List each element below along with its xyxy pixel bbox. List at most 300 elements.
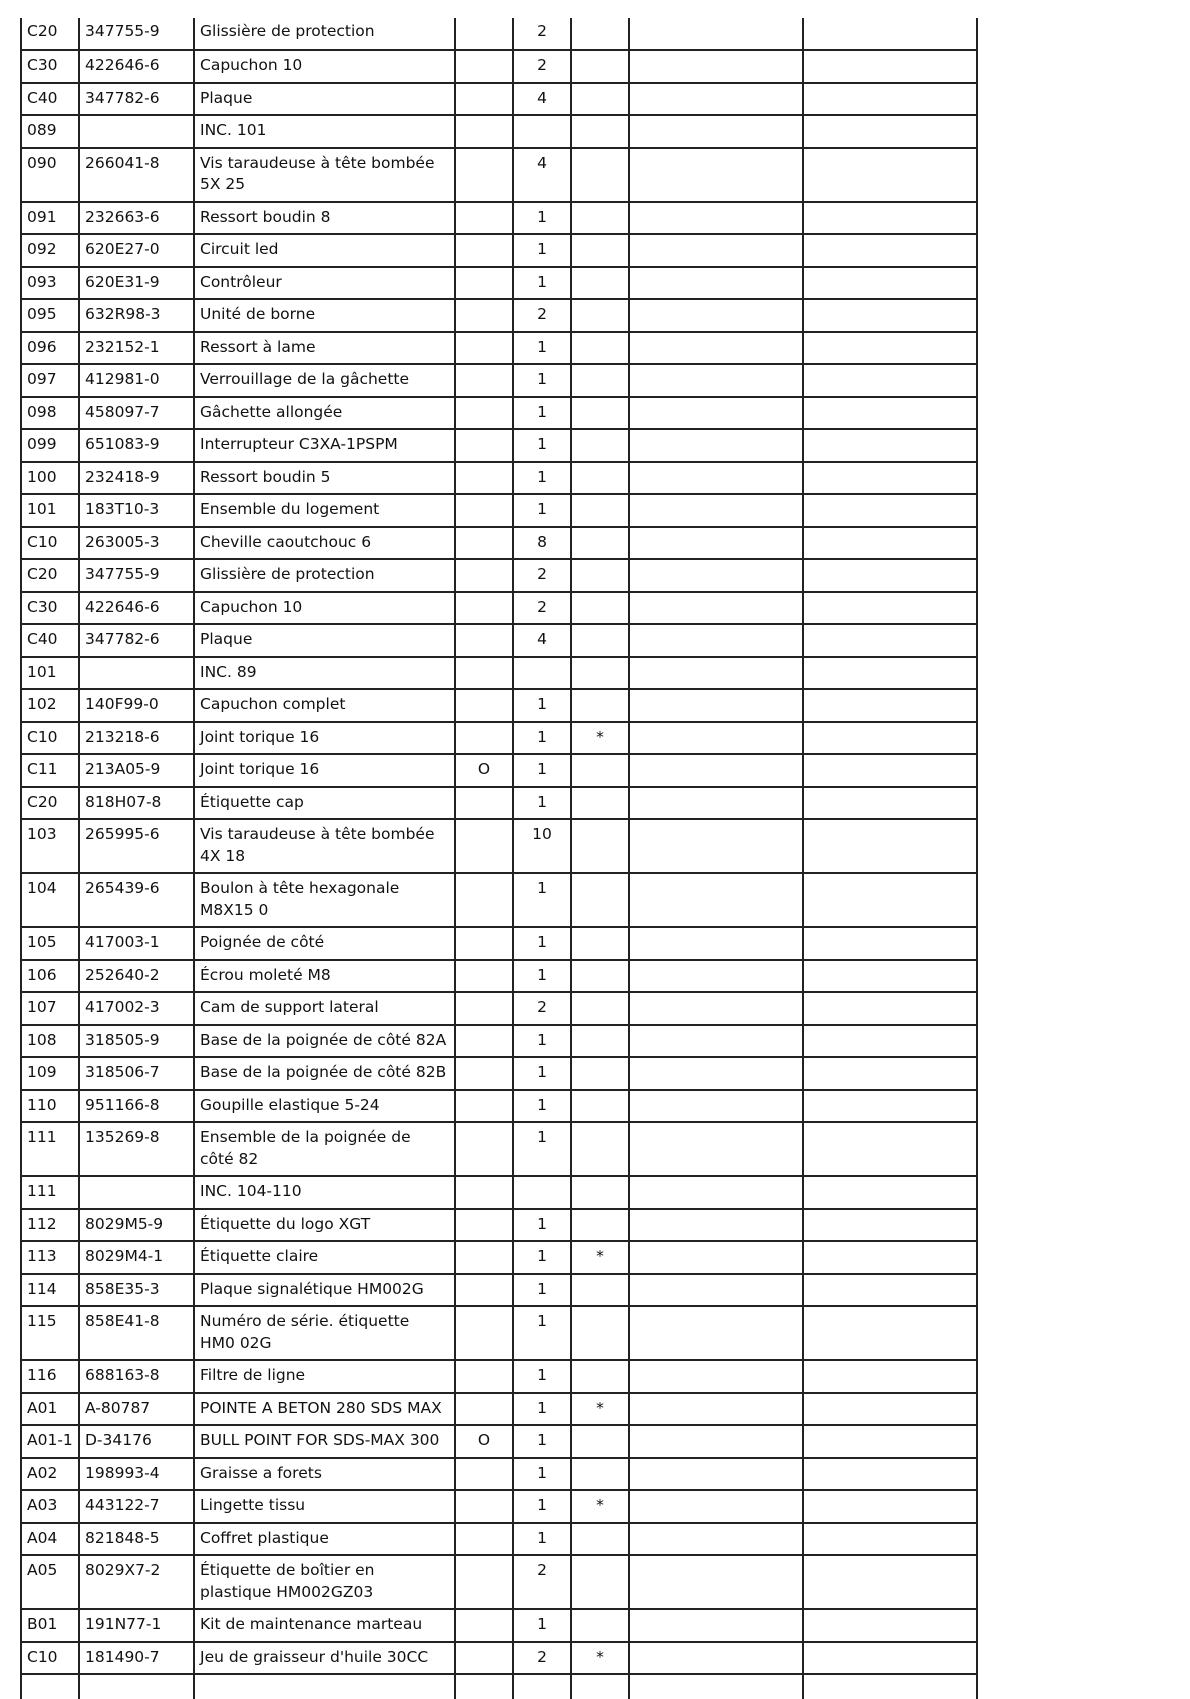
ref-cell: 105 bbox=[21, 927, 79, 960]
part-number-cell: D-34176 bbox=[79, 1425, 194, 1458]
note-cell bbox=[455, 1274, 513, 1307]
empty-cell bbox=[803, 689, 977, 722]
empty-cell bbox=[629, 1555, 803, 1609]
part-number-cell bbox=[79, 1176, 194, 1209]
note-cell bbox=[455, 267, 513, 300]
description-cell: Vis taraudeuse à tête bombée 5X 25 bbox=[194, 148, 455, 202]
mark-cell bbox=[571, 1609, 629, 1642]
description-cell: Cheville caoutchouc 6 bbox=[194, 527, 455, 560]
mark-cell bbox=[571, 787, 629, 820]
table-row bbox=[21, 332, 977, 365]
description-cell: Contrôleur bbox=[194, 267, 455, 300]
table-row bbox=[21, 18, 977, 50]
mark-cell: * bbox=[571, 722, 629, 755]
table-row bbox=[21, 1274, 977, 1307]
part-number-cell: 821848-5 bbox=[79, 1523, 194, 1556]
table-row bbox=[21, 1425, 977, 1458]
empty-cell bbox=[803, 1609, 977, 1642]
empty-cell bbox=[629, 1523, 803, 1556]
table-row bbox=[21, 148, 977, 202]
mark-cell bbox=[571, 1057, 629, 1090]
note-cell bbox=[455, 819, 513, 873]
table-row bbox=[21, 960, 977, 993]
empty-cell bbox=[21, 1674, 79, 1699]
empty-cell bbox=[629, 527, 803, 560]
empty-cell bbox=[629, 873, 803, 927]
empty-cell bbox=[629, 202, 803, 235]
mark-cell bbox=[571, 364, 629, 397]
parts-table-body bbox=[21, 18, 977, 1699]
empty-cell bbox=[629, 787, 803, 820]
part-number-cell: 458097-7 bbox=[79, 397, 194, 430]
part-number-cell: 198993-4 bbox=[79, 1458, 194, 1491]
description-cell: Plaque bbox=[194, 624, 455, 657]
part-number-cell: 232418-9 bbox=[79, 462, 194, 495]
table-row bbox=[21, 202, 977, 235]
mark-cell bbox=[571, 873, 629, 927]
quantity-cell: 2 bbox=[513, 299, 571, 332]
quantity-cell: 1 bbox=[513, 202, 571, 235]
note-cell bbox=[455, 50, 513, 83]
note-cell bbox=[455, 689, 513, 722]
quantity-cell: 1 bbox=[513, 1025, 571, 1058]
table-row bbox=[21, 927, 977, 960]
quantity-cell: 4 bbox=[513, 624, 571, 657]
ref-cell: 099 bbox=[21, 429, 79, 462]
note-cell bbox=[455, 1360, 513, 1393]
note-cell bbox=[455, 115, 513, 148]
empty-cell bbox=[803, 18, 977, 50]
quantity-cell: 1 bbox=[513, 1241, 571, 1274]
part-number-cell: 951166-8 bbox=[79, 1090, 194, 1123]
mark-cell bbox=[571, 819, 629, 873]
ref-cell: A03 bbox=[21, 1490, 79, 1523]
description-cell: POINTE A BETON 280 SDS MAX bbox=[194, 1393, 455, 1426]
ref-cell: 103 bbox=[21, 819, 79, 873]
ref-cell: 091 bbox=[21, 202, 79, 235]
part-number-cell: A-80787 bbox=[79, 1393, 194, 1426]
quantity-cell: 1 bbox=[513, 1274, 571, 1307]
part-number-cell: 318506-7 bbox=[79, 1057, 194, 1090]
empty-cell bbox=[803, 494, 977, 527]
empty-cell bbox=[629, 299, 803, 332]
table-row bbox=[21, 83, 977, 116]
empty-cell bbox=[803, 559, 977, 592]
table-row bbox=[21, 429, 977, 462]
quantity-cell: 1 bbox=[513, 1306, 571, 1360]
empty-cell bbox=[803, 462, 977, 495]
note-cell: O bbox=[455, 1425, 513, 1458]
table-row bbox=[21, 1609, 977, 1642]
empty-cell bbox=[629, 559, 803, 592]
quantity-cell: 1 bbox=[513, 1425, 571, 1458]
empty-cell bbox=[803, 397, 977, 430]
description-cell: Ensemble de la poignée de côté 82 bbox=[194, 1122, 455, 1176]
note-cell bbox=[455, 18, 513, 50]
empty-cell bbox=[803, 332, 977, 365]
parts-table bbox=[20, 18, 978, 1699]
quantity-cell: 1 bbox=[513, 332, 571, 365]
empty-cell bbox=[803, 1274, 977, 1307]
note-cell bbox=[455, 364, 513, 397]
part-number-cell: 183T10-3 bbox=[79, 494, 194, 527]
empty-cell bbox=[803, 1209, 977, 1242]
description-cell: Goupille elastique 5-24 bbox=[194, 1090, 455, 1123]
mark-cell bbox=[571, 527, 629, 560]
description-cell: INC. 104-110 bbox=[194, 1176, 455, 1209]
table-row bbox=[21, 1360, 977, 1393]
empty-cell bbox=[629, 429, 803, 462]
table-row bbox=[21, 1057, 977, 1090]
empty-cell bbox=[803, 1025, 977, 1058]
table-row bbox=[21, 267, 977, 300]
note-cell bbox=[455, 429, 513, 462]
table-row bbox=[21, 364, 977, 397]
mark-cell bbox=[571, 83, 629, 116]
empty-cell bbox=[629, 332, 803, 365]
quantity-cell: 4 bbox=[513, 83, 571, 116]
description-cell: Vis taraudeuse à tête bombée 4X 18 bbox=[194, 819, 455, 873]
ref-cell: A04 bbox=[21, 1523, 79, 1556]
quantity-cell bbox=[513, 657, 571, 690]
note-cell bbox=[455, 397, 513, 430]
empty-cell bbox=[629, 1090, 803, 1123]
mark-cell bbox=[571, 559, 629, 592]
empty-cell bbox=[629, 1490, 803, 1523]
empty-cell bbox=[629, 115, 803, 148]
empty-cell bbox=[803, 927, 977, 960]
part-number-cell: 8029M4-1 bbox=[79, 1241, 194, 1274]
mark-cell bbox=[571, 592, 629, 625]
empty-cell bbox=[513, 1674, 571, 1699]
note-cell bbox=[455, 1090, 513, 1123]
mark-cell bbox=[571, 1274, 629, 1307]
description-cell: Glissière de protection bbox=[194, 18, 455, 50]
mark-cell bbox=[571, 1090, 629, 1123]
empty-cell bbox=[629, 1274, 803, 1307]
table-row bbox=[21, 1025, 977, 1058]
empty-cell bbox=[803, 1122, 977, 1176]
note-cell bbox=[455, 1025, 513, 1058]
ref-cell: 101 bbox=[21, 657, 79, 690]
note-cell bbox=[455, 592, 513, 625]
description-cell: Filtre de ligne bbox=[194, 1360, 455, 1393]
table-row bbox=[21, 1090, 977, 1123]
note-cell bbox=[455, 960, 513, 993]
part-number-cell: 135269-8 bbox=[79, 1122, 194, 1176]
note-cell bbox=[455, 1609, 513, 1642]
table-row bbox=[21, 234, 977, 267]
part-number-cell bbox=[79, 657, 194, 690]
description-cell: Unité de borne bbox=[194, 299, 455, 332]
empty-cell bbox=[629, 364, 803, 397]
empty-cell bbox=[194, 1674, 455, 1699]
ref-cell: A02 bbox=[21, 1458, 79, 1491]
description-cell: Écrou moleté M8 bbox=[194, 960, 455, 993]
mark-cell bbox=[571, 1555, 629, 1609]
empty-cell bbox=[803, 83, 977, 116]
description-cell: Base de la poignée de côté 82B bbox=[194, 1057, 455, 1090]
empty-cell bbox=[803, 234, 977, 267]
empty-cell bbox=[803, 267, 977, 300]
quantity-cell: 2 bbox=[513, 592, 571, 625]
table-row bbox=[21, 299, 977, 332]
quantity-cell: 1 bbox=[513, 234, 571, 267]
description-cell: Glissière de protection bbox=[194, 559, 455, 592]
ref-cell: 108 bbox=[21, 1025, 79, 1058]
empty-cell bbox=[629, 83, 803, 116]
table-row bbox=[21, 873, 977, 927]
ref-cell: C30 bbox=[21, 592, 79, 625]
mark-cell bbox=[571, 429, 629, 462]
table-row bbox=[21, 462, 977, 495]
table-row bbox=[21, 1122, 977, 1176]
part-number-cell: 688163-8 bbox=[79, 1360, 194, 1393]
table-row bbox=[21, 722, 977, 755]
ref-cell: 093 bbox=[21, 267, 79, 300]
part-number-cell: 818H07-8 bbox=[79, 787, 194, 820]
description-cell: Graisse a forets bbox=[194, 1458, 455, 1491]
quantity-cell: 1 bbox=[513, 1090, 571, 1123]
note-cell bbox=[455, 1306, 513, 1360]
description-cell: Capuchon complet bbox=[194, 689, 455, 722]
empty-cell bbox=[629, 819, 803, 873]
ref-cell: 115 bbox=[21, 1306, 79, 1360]
part-number-cell: 266041-8 bbox=[79, 148, 194, 202]
empty-cell bbox=[629, 992, 803, 1025]
ref-cell: C11 bbox=[21, 754, 79, 787]
ref-cell: C10 bbox=[21, 527, 79, 560]
part-number-cell: 651083-9 bbox=[79, 429, 194, 462]
quantity-cell: 1 bbox=[513, 1490, 571, 1523]
empty-cell bbox=[455, 1674, 513, 1699]
mark-cell bbox=[571, 234, 629, 267]
quantity-cell: 2 bbox=[513, 1642, 571, 1675]
description-cell: Verrouillage de la gâchette bbox=[194, 364, 455, 397]
empty-cell bbox=[803, 960, 977, 993]
ref-cell: 096 bbox=[21, 332, 79, 365]
ref-cell: A05 bbox=[21, 1555, 79, 1609]
quantity-cell: 1 bbox=[513, 364, 571, 397]
ref-cell: 114 bbox=[21, 1274, 79, 1307]
part-number-cell: 252640-2 bbox=[79, 960, 194, 993]
note-cell bbox=[455, 657, 513, 690]
quantity-cell: 1 bbox=[513, 397, 571, 430]
ref-cell: 101 bbox=[21, 494, 79, 527]
empty-cell bbox=[803, 1523, 977, 1556]
note-cell bbox=[455, 1523, 513, 1556]
description-cell: Ressort à lame bbox=[194, 332, 455, 365]
empty-cell bbox=[629, 1025, 803, 1058]
empty-cell bbox=[629, 689, 803, 722]
ref-cell: 109 bbox=[21, 1057, 79, 1090]
empty-cell bbox=[803, 722, 977, 755]
table-row bbox=[21, 787, 977, 820]
ref-cell: 111 bbox=[21, 1176, 79, 1209]
description-cell: INC. 89 bbox=[194, 657, 455, 690]
mark-cell bbox=[571, 332, 629, 365]
ref-cell: 089 bbox=[21, 115, 79, 148]
part-number-cell: 263005-3 bbox=[79, 527, 194, 560]
quantity-cell: 1 bbox=[513, 1393, 571, 1426]
empty-cell bbox=[803, 1360, 977, 1393]
quantity-cell: 1 bbox=[513, 787, 571, 820]
table-row bbox=[21, 1241, 977, 1274]
description-cell: BULL POINT FOR SDS-MAX 300 bbox=[194, 1425, 455, 1458]
mark-cell bbox=[571, 462, 629, 495]
table-row bbox=[21, 1393, 977, 1426]
quantity-cell: 2 bbox=[513, 18, 571, 50]
part-number-cell: 412981-0 bbox=[79, 364, 194, 397]
quantity-cell: 10 bbox=[513, 819, 571, 873]
parts-list-sheet bbox=[20, 18, 976, 1699]
empty-cell bbox=[803, 754, 977, 787]
table-row bbox=[21, 689, 977, 722]
table-row bbox=[21, 397, 977, 430]
quantity-cell: 1 bbox=[513, 1458, 571, 1491]
empty-cell bbox=[803, 1057, 977, 1090]
mark-cell bbox=[571, 657, 629, 690]
mark-cell bbox=[571, 1360, 629, 1393]
ref-cell: C20 bbox=[21, 18, 79, 50]
note-cell bbox=[455, 83, 513, 116]
description-cell: Étiquette de boîtier en plastique HM002GZ03 bbox=[194, 1555, 455, 1609]
ref-cell: C10 bbox=[21, 722, 79, 755]
part-number-cell: 858E41-8 bbox=[79, 1306, 194, 1360]
empty-cell bbox=[629, 1458, 803, 1491]
empty-cell bbox=[803, 624, 977, 657]
ref-cell: 110 bbox=[21, 1090, 79, 1123]
note-cell bbox=[455, 787, 513, 820]
note-cell bbox=[455, 1057, 513, 1090]
ref-cell: C20 bbox=[21, 559, 79, 592]
empty-cell bbox=[803, 429, 977, 462]
empty-cell bbox=[803, 1090, 977, 1123]
part-number-cell: 632R98-3 bbox=[79, 299, 194, 332]
mark-cell bbox=[571, 992, 629, 1025]
empty-cell bbox=[629, 1674, 803, 1699]
part-number-cell: 417002-3 bbox=[79, 992, 194, 1025]
quantity-cell: 1 bbox=[513, 722, 571, 755]
empty-cell bbox=[803, 1306, 977, 1360]
mark-cell bbox=[571, 267, 629, 300]
note-cell bbox=[455, 1209, 513, 1242]
mark-cell bbox=[571, 397, 629, 430]
empty-cell bbox=[629, 1176, 803, 1209]
part-number-cell: 422646-6 bbox=[79, 592, 194, 625]
empty-cell bbox=[803, 1555, 977, 1609]
empty-cell bbox=[803, 1490, 977, 1523]
note-cell bbox=[455, 494, 513, 527]
note-cell bbox=[455, 1490, 513, 1523]
description-cell: Joint torique 16 bbox=[194, 722, 455, 755]
quantity-cell: 1 bbox=[513, 873, 571, 927]
empty-cell bbox=[629, 462, 803, 495]
empty-cell bbox=[629, 960, 803, 993]
description-cell: INC. 101 bbox=[194, 115, 455, 148]
part-number-cell: 422646-6 bbox=[79, 50, 194, 83]
mark-cell bbox=[571, 1458, 629, 1491]
mark-cell bbox=[571, 689, 629, 722]
table-row bbox=[21, 754, 977, 787]
quantity-cell: 1 bbox=[513, 1523, 571, 1556]
note-cell bbox=[455, 1642, 513, 1675]
part-number-cell: 265995-6 bbox=[79, 819, 194, 873]
mark-cell bbox=[571, 202, 629, 235]
description-cell: Plaque signalétique HM002G bbox=[194, 1274, 455, 1307]
mark-cell bbox=[571, 1425, 629, 1458]
empty-cell bbox=[629, 754, 803, 787]
description-cell: Jeu de graisseur d'huile 30CC bbox=[194, 1642, 455, 1675]
table-row bbox=[21, 1523, 977, 1556]
mark-cell: * bbox=[571, 1241, 629, 1274]
part-number-cell: 191N77-1 bbox=[79, 1609, 194, 1642]
ref-cell: 098 bbox=[21, 397, 79, 430]
quantity-cell: 1 bbox=[513, 1360, 571, 1393]
quantity-cell: 1 bbox=[513, 429, 571, 462]
note-cell bbox=[455, 559, 513, 592]
note-cell bbox=[455, 332, 513, 365]
table-row bbox=[21, 1458, 977, 1491]
table-row bbox=[21, 992, 977, 1025]
quantity-cell: 1 bbox=[513, 267, 571, 300]
empty-cell bbox=[803, 1425, 977, 1458]
note-cell bbox=[455, 927, 513, 960]
empty-cell bbox=[803, 1674, 977, 1699]
empty-cell bbox=[629, 1425, 803, 1458]
quantity-cell: 1 bbox=[513, 494, 571, 527]
mark-cell: * bbox=[571, 1393, 629, 1426]
mark-cell bbox=[571, 1523, 629, 1556]
note-cell bbox=[455, 722, 513, 755]
part-number-cell: 417003-1 bbox=[79, 927, 194, 960]
quantity-cell: 1 bbox=[513, 1609, 571, 1642]
empty-cell bbox=[629, 1209, 803, 1242]
part-number-cell: 347782-6 bbox=[79, 624, 194, 657]
table-row bbox=[21, 115, 977, 148]
ref-cell: C10 bbox=[21, 1642, 79, 1675]
description-cell: Lingette tissu bbox=[194, 1490, 455, 1523]
description-cell: Base de la poignée de côté 82A bbox=[194, 1025, 455, 1058]
ref-cell: 090 bbox=[21, 148, 79, 202]
empty-cell bbox=[629, 148, 803, 202]
empty-cell bbox=[803, 527, 977, 560]
note-cell bbox=[455, 873, 513, 927]
note-cell bbox=[455, 1176, 513, 1209]
empty-cell bbox=[803, 1393, 977, 1426]
quantity-cell bbox=[513, 115, 571, 148]
ref-cell: A01 bbox=[21, 1393, 79, 1426]
mark-cell bbox=[571, 494, 629, 527]
mark-cell bbox=[571, 624, 629, 657]
empty-cell bbox=[629, 1122, 803, 1176]
description-cell: Joint torique 16 bbox=[194, 754, 455, 787]
empty-cell bbox=[803, 1241, 977, 1274]
note-cell bbox=[455, 1458, 513, 1491]
quantity-cell: 1 bbox=[513, 1057, 571, 1090]
description-cell: Ensemble du logement bbox=[194, 494, 455, 527]
description-cell: Circuit led bbox=[194, 234, 455, 267]
ref-cell: C40 bbox=[21, 83, 79, 116]
ref-cell: 112 bbox=[21, 1209, 79, 1242]
empty-cell bbox=[629, 397, 803, 430]
note-cell bbox=[455, 1393, 513, 1426]
ref-cell: 102 bbox=[21, 689, 79, 722]
note-cell bbox=[455, 1555, 513, 1609]
note-cell bbox=[455, 624, 513, 657]
table-row bbox=[21, 624, 977, 657]
description-cell: Kit de maintenance marteau bbox=[194, 1609, 455, 1642]
